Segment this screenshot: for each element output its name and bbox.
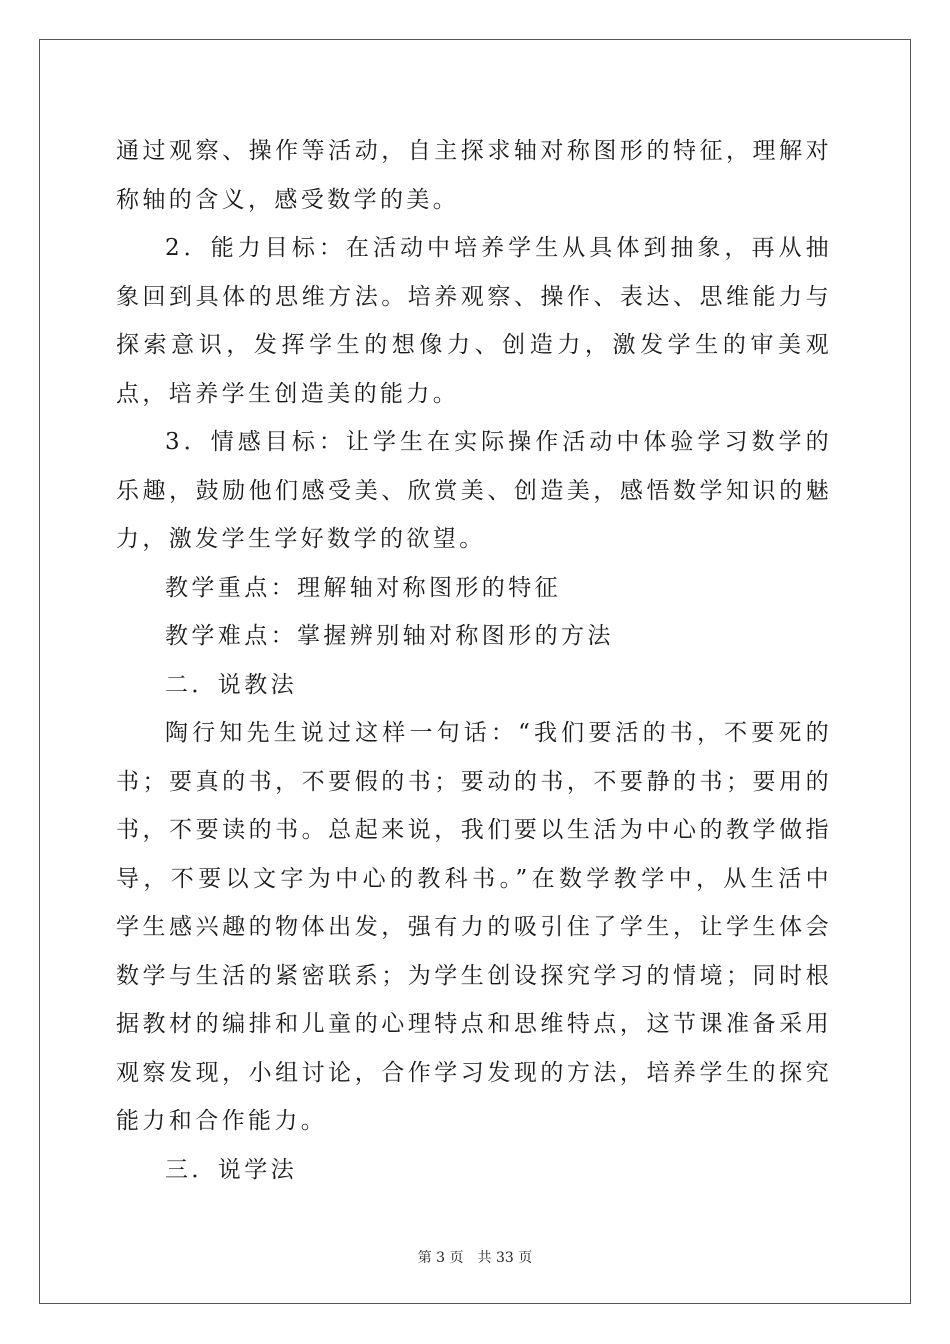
paragraph-ability-objective: 2．能力目标：在活动中培养学生从具体到抽象，再从抽象回到具体的思维方法。培养观察、操作、表达、思维能力与探索意识，发挥学生的想像力、创造力，激发学生的审美观点，培养学生创造美的能力。: [116, 235, 832, 407]
paragraph-objective-continuation: 通过观察、操作等活动，自主探求轴对称图形的特征，理解对称轴的含义，感受数学的美。: [116, 138, 832, 213]
paragraph-teaching-method: 陶行知先生说过这样一句话：“我们要活的书，不要死的书；要真的书，不要假的书；要动的书，不要静的书；要用的书，不要读的书。总起来说，我们要以生活为中心的教学做指导，不要以文字为中心的教科书。”在数学教学中，从生活中学生感兴趣的物体出发，强有力的吸引住了学生，让学生体会数学与生活的紧密联系；为学生创设探究学习的情境；同时根据教材的编排和儿童的心理特点和思维特点，这节课准备采用观察发现，小组讨论，合作学习发现的方法，培养学生的探究能力和合作能力。: [116, 720, 832, 1134]
page-number: 第 3 页: [417, 1250, 464, 1266]
page-footer: [0, 1247, 950, 1267]
page-total: 共 33 页: [477, 1250, 533, 1266]
paragraph-teaching-focus: 教学重点：理解轴对称图形的特征: [165, 574, 561, 601]
paragraph-emotion-objective: 3．情感目标：让学生在实际操作活动中体验学习数学的乐趣，鼓励他们感受美、欣赏美、创造美，感悟数学知识的魅力，激发学生学好数学的欲望。: [116, 429, 832, 552]
heading-learning-method: 三．说学法: [165, 1156, 297, 1183]
paragraph-teaching-difficulty: 教学难点：掌握辨别轴对称图形的方法: [165, 623, 614, 649]
document-body: [116, 127, 832, 1194]
heading-teaching-method: 二．说教法: [165, 671, 297, 698]
